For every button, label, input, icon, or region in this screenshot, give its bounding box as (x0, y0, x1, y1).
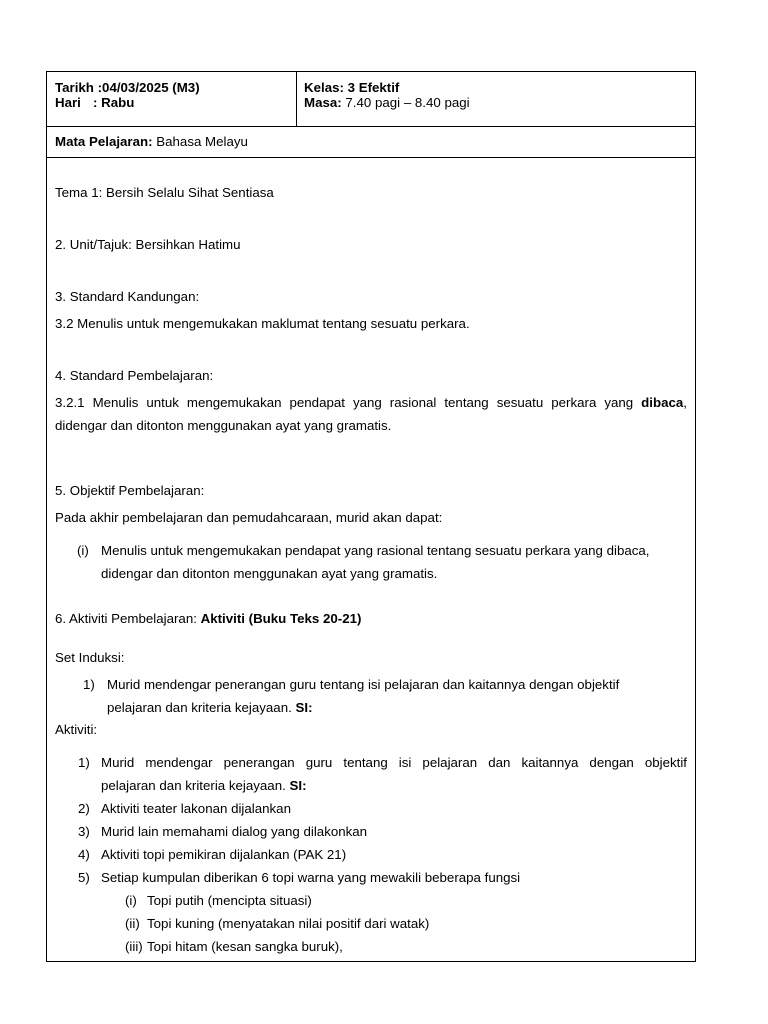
aktiviti-heading: Aktiviti: (55, 722, 98, 737)
objektif-item-num: (i) (77, 543, 89, 558)
set-induksi-item-line2 (107, 700, 313, 715)
subject-label: Mata Pelajaran: (55, 134, 153, 149)
aktiviti-item-1-line1: Murid mendengar penerangan guru tentang isi pelajaran dan kaitannya dengan objektif (101, 755, 687, 770)
subitem-3-num: (iii) (125, 939, 143, 954)
standard-pembelajaran-line2: didengar dan ditonton menggunakan ayat yang gramatis. (55, 418, 392, 433)
sp-line1-post: , (683, 395, 687, 410)
subitem-3-text: Topi hitam (kesan sangka buruk), (147, 939, 343, 954)
tarikh-label: Tarikh : (55, 80, 103, 95)
aktiviti-heading-bold: Aktiviti (Buku Teks 20-21) (200, 611, 362, 626)
lesson-plan-table (46, 71, 696, 962)
sp-line1-pre: 3.2.1 Menulis untuk mengemukakan pendapat yang rasional tentang sesuatu perkara yang (55, 395, 634, 410)
aktiviti-item-4-num: 4) (78, 847, 90, 862)
aktiviti-item-4-text: Aktiviti topi pemikiran dijalankan (PAK 21) (101, 847, 347, 862)
aktiviti-item-3-num: 3) (78, 824, 90, 839)
masa-value: 7.40 pagi – 8.40 pagi (345, 95, 470, 110)
objektif-intro: Pada akhir pembelajaran dan pemudahcaraan, murid akan dapat: (55, 510, 443, 525)
hari-value: : Rabu (93, 95, 135, 110)
tarikh-line (55, 80, 296, 95)
aktiviti-item-5-num: 5) (78, 870, 90, 885)
subitem-1-text: Topi putih (mencipta situasi) (147, 893, 312, 908)
set-induksi-line2-pre: pelajaran dan kriteria kejayaan. (107, 700, 292, 715)
subitem-1-num: (i) (125, 893, 137, 908)
aktiviti-item-5-text: Setiap kumpulan diberikan 6 topi warna yang mewakili beberapa fungsi (101, 870, 521, 885)
class-cell (297, 72, 695, 134)
aktiviti-item-3-text: Murid lain memahami dialog yang dilakonkan (101, 824, 368, 839)
subject-row (47, 127, 695, 158)
tarikh-value: 04/03/2025 (M3) (102, 80, 200, 95)
hari-line (55, 95, 296, 110)
objektif-heading: 5. Objektif Pembelajaran: (55, 483, 205, 498)
unit-text: 2. Unit/Tajuk: Bersihkan Hatimu (55, 237, 241, 252)
aktiviti-item-1-num: 1) (78, 755, 90, 770)
standard-pembelajaran-line1 (55, 395, 687, 410)
date-cell (47, 72, 297, 126)
sp-line1-bold: dibaca (641, 395, 684, 410)
aktiviti-item-2-num: 2) (78, 801, 90, 816)
standard-pembelajaran-heading: 4. Standard Pembelajaran: (55, 368, 214, 383)
kelas-line (304, 80, 695, 95)
standard-kandungan-heading: 3. Standard Kandungan: (55, 289, 200, 304)
hari-label: Hari (55, 95, 81, 110)
standard-kandungan-text: 3.2 Menulis untuk mengemukakan maklumat tentang sesuatu perkara. (55, 316, 470, 331)
aktiviti-heading-pre: 6. Aktiviti Pembelajaran: (55, 611, 197, 626)
aktiviti-item-1-line2 (101, 778, 307, 793)
objektif-item-line1: Menulis untuk mengemukakan pendapat yang rasional tentang sesuatu perkara yang dibaca, (101, 543, 650, 558)
set-induksi-line2-bold: SI: (295, 700, 313, 715)
aktiviti-item-2-text: Aktiviti teater lakonan dijalankan (101, 801, 291, 816)
subject-value: Bahasa Melayu (156, 134, 248, 149)
masa-label: Masa: (304, 95, 342, 110)
subitem-2-text: Topi kuning (menyatakan nilai positif dari watak) (147, 916, 430, 931)
subitem-2-num: (ii) (125, 916, 140, 931)
tema-text: Tema 1: Bersih Selalu Sihat Sentiasa (55, 185, 274, 200)
aktiviti-item-1-line2-bold: SI: (289, 778, 307, 793)
kelas-label: Kelas: (304, 80, 344, 95)
set-induksi-heading: Set Induksi: (55, 650, 125, 665)
set-induksi-item-num: 1) (83, 677, 95, 692)
masa-line (304, 95, 695, 110)
aktiviti-item-1-line2-pre: pelajaran dan kriteria kejayaan. (101, 778, 286, 793)
aktiviti-pembelajaran-heading (55, 611, 687, 626)
kelas-value: 3 Efektif (347, 80, 400, 95)
set-induksi-item-line1: Murid mendengar penerangan guru tentang isi pelajaran dan kaitannya dengan objektif (107, 677, 620, 692)
objektif-item-line2: didengar dan ditonton menggunakan ayat yang gramatis. (101, 566, 438, 581)
header-row (47, 72, 695, 127)
